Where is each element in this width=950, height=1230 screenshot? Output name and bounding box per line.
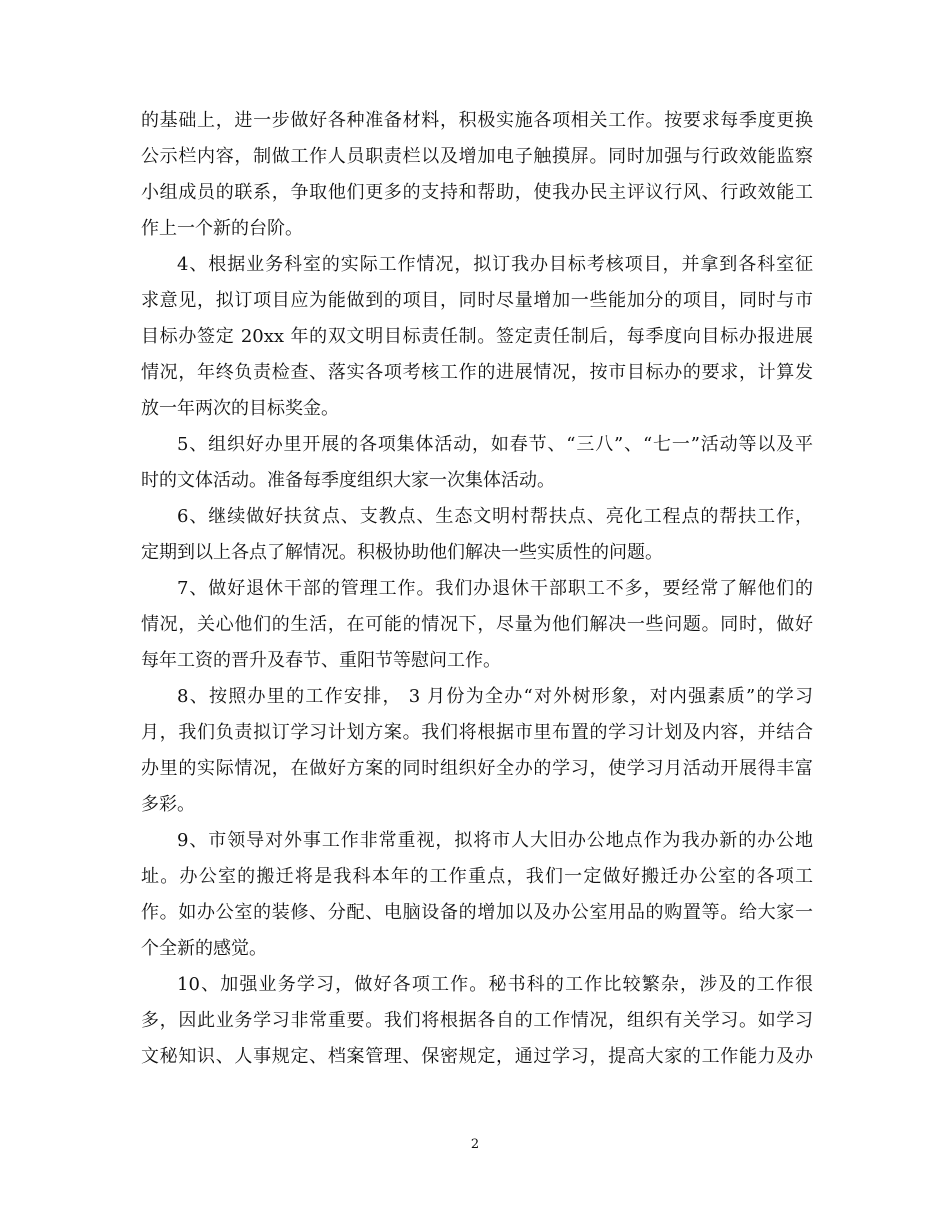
text-line: 放一年两次的目标奖金。 bbox=[141, 398, 339, 419]
paragraph-item-10 bbox=[141, 967, 813, 1075]
text-line: 多彩。 bbox=[141, 794, 195, 815]
text-line: 4、根据业务科室的实际工作情况，拟订我办目标考核项目，并拿到各科室征 bbox=[177, 254, 813, 275]
paragraph-item-5 bbox=[141, 427, 813, 499]
text-line: 公示栏内容，制做工作人员职责栏以及增加电子触摸屏。同时加强与行政效能监察 bbox=[141, 146, 813, 167]
text-line: 个全新的感觉。 bbox=[141, 938, 267, 959]
paragraph-item-6 bbox=[141, 499, 813, 571]
paragraph-continuation bbox=[141, 103, 813, 247]
text-line: 办里的实际情况，在做好方案的同时组织好全办的学习，使学习月活动开展得丰富 bbox=[141, 758, 813, 779]
paragraph-item-9 bbox=[141, 823, 813, 967]
text-line: 7、做好退休干部的管理工作。我们办退休干部职工不多，要经常了解他们的 bbox=[177, 578, 813, 599]
text-line: 10、加强业务学习，做好各项工作。秘书科的工作比较繁杂，涉及的工作很 bbox=[177, 974, 813, 995]
text-line: 文秘知识、人事规定、档案管理、保密规定，通过学习，提高大家的工作能力及办 bbox=[141, 1046, 813, 1067]
document-page bbox=[141, 103, 813, 1075]
text-line: 多，因此业务学习非常重要。我们将根据各自的工作情况，组织有关学习。如学习 bbox=[141, 1010, 813, 1031]
paragraph-item-4 bbox=[141, 247, 813, 427]
text-line: 求意见，拟订项目应为能做到的项目，同时尽量增加一些能加分的项目，同时与市 bbox=[141, 290, 813, 311]
paragraph-item-7 bbox=[141, 571, 813, 679]
text-line: 6、继续做好扶贫点、支教点、生态文明村帮扶点、亮化工程点的帮扶工作， bbox=[177, 506, 813, 527]
text-line: 9、市领导对外事工作非常重视，拟将市人大旧办公地点作为我办新的办公地 bbox=[177, 830, 813, 851]
text-line: 情况，年终负责检查、落实各项考核工作的进展情况，按市目标办的要求，计算发 bbox=[141, 362, 813, 383]
paragraph-item-8 bbox=[141, 679, 813, 823]
text-line: 的基础上，进一步做好各种准备材料，积极实施各项相关工作。按要求每季度更换 bbox=[141, 110, 813, 131]
text-line: 作上一个新的台阶。 bbox=[141, 218, 303, 239]
text-line: 址。办公室的搬迁将是我科本年的工作重点，我们一定做好搬迁办公室的各项工 bbox=[141, 866, 813, 887]
text-line: 5、组织好办里开展的各项集体活动，如春节、“三八”、“七一”活动等以及平 bbox=[177, 434, 813, 455]
text-line: 小组成员的联系，争取他们更多的支持和帮助，使我办民主评议行风、行政效能工 bbox=[141, 182, 813, 203]
text-line: 月，我们负责拟订学习计划方案。我们将根据市里布置的学习计划及内容，并结合 bbox=[141, 722, 813, 743]
text-line: 8、按照办里的工作安排， 3 月份为全办“对外树形象，对内强素质”的学习 bbox=[177, 686, 813, 707]
text-line: 时的文体活动。准备每季度组织大家一次集体活动。 bbox=[141, 470, 555, 491]
text-line: 情况，关心他们的生活，在可能的情况下，尽量为他们解决一些问题。同时，做好 bbox=[141, 614, 813, 635]
page-number: 2 bbox=[470, 1137, 480, 1152]
text-line: 每年工资的晋升及春节、重阳节等慰问工作。 bbox=[141, 650, 501, 671]
text-line: 作。如办公室的装修、分配、电脑设备的增加以及办公室用品的购置等。给大家一 bbox=[141, 902, 813, 923]
text-line: 定期到以上各点了解情况。积极协助他们解决一些实质性的问题。 bbox=[141, 542, 663, 563]
text-line: 目标办签定 20xx 年的双文明目标责任制。签定责任制后，每季度向目标办报进展 bbox=[141, 326, 813, 347]
